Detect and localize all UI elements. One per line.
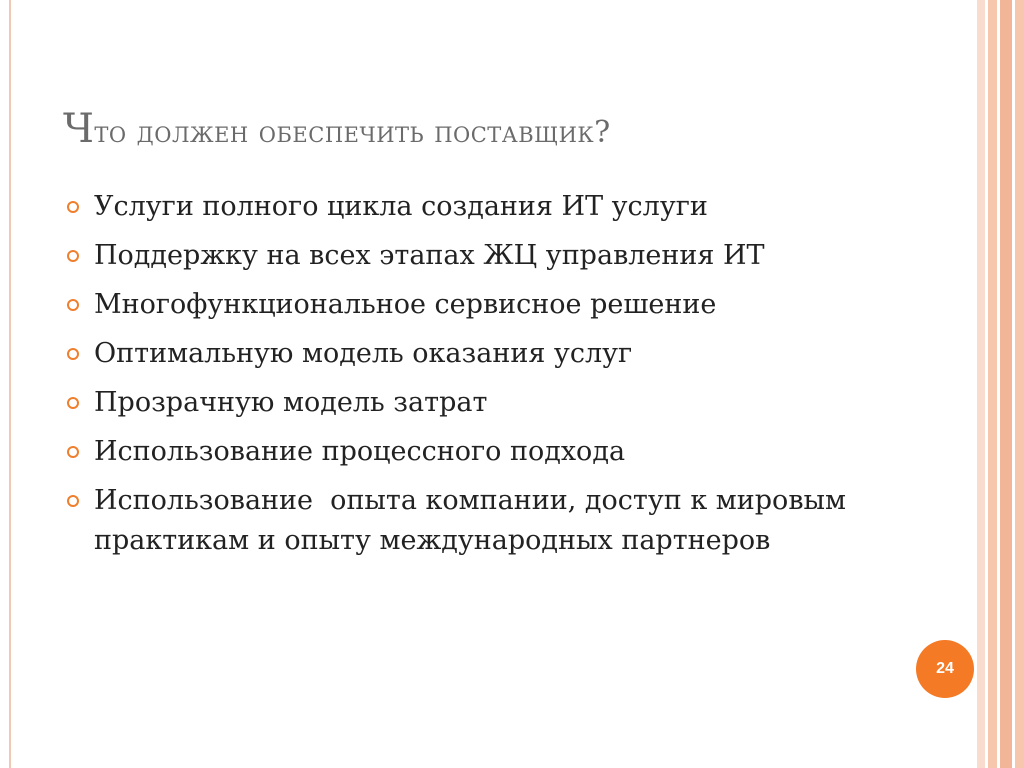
ring-bullet-icon [67, 299, 79, 311]
slide-title [63, 106, 943, 152]
page-number-badge [916, 640, 974, 698]
list-item [64, 383, 864, 423]
bullet-text: Поддержку на всех этапах ЖЦ управления ИТ [94, 240, 765, 271]
list-item [64, 481, 864, 561]
ring-bullet-icon [67, 348, 79, 360]
bullet-text: Прозрачную модель затрат [94, 387, 488, 418]
slide-title-rest: то должен обеспечить поставщик? [94, 115, 611, 150]
list-item [64, 236, 864, 276]
right-stripe-decoration [977, 0, 985, 768]
ring-bullet-icon [67, 495, 79, 507]
ring-bullet-icon [67, 446, 79, 458]
ring-bullet-icon [67, 201, 79, 213]
left-border-line [9, 0, 11, 768]
bullet-text: Оптимальную модель оказания услуг [94, 338, 633, 369]
ring-bullet-icon [67, 250, 79, 262]
right-stripe-decoration [1015, 0, 1024, 768]
bullet-text: Использование процессного подхода [94, 436, 626, 467]
bullet-text: Услуги полного цикла создания ИТ услуги [94, 191, 708, 222]
ring-bullet-icon [67, 397, 79, 409]
list-item [64, 432, 864, 472]
right-stripe-decoration [988, 0, 997, 768]
page-number: 24 [936, 660, 954, 677]
bullet-text: Многофункциональное сервисное решение [94, 289, 717, 320]
bullet-list [64, 187, 864, 570]
list-item [64, 334, 864, 374]
right-stripe-decoration [1000, 0, 1012, 768]
bullet-text: Использование опыта компании, доступ к мировым практикам и опыту международных партнеров [94, 485, 855, 556]
slide-title-initial: Ч [63, 106, 95, 152]
list-item [64, 187, 864, 227]
list-item [64, 285, 864, 325]
